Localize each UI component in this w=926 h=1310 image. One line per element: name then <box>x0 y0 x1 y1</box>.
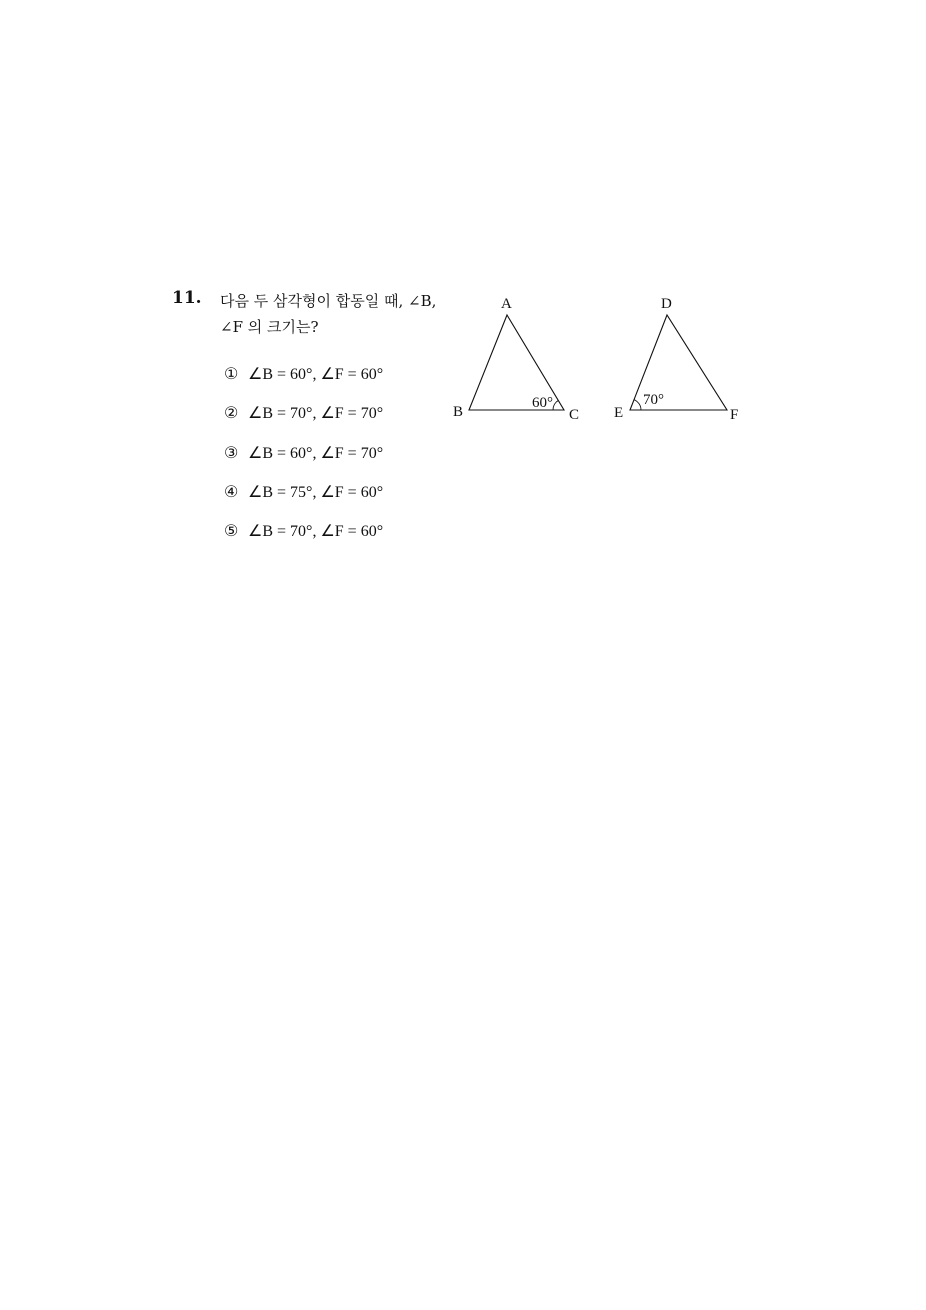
angle-c-label: 60° <box>532 395 553 411</box>
angle-e-arc <box>634 400 641 410</box>
question-stem <box>220 288 450 340</box>
angle-c-arc <box>553 400 559 410</box>
choice-5-text: ∠B = 70°, ∠F = 60° <box>248 523 384 541</box>
choice-4[interactable] <box>224 482 383 521</box>
congruent-triangles-figure <box>440 286 760 436</box>
choice-2[interactable] <box>224 403 383 442</box>
choice-2-text: ∠B = 70°, ∠F = 70° <box>248 405 384 423</box>
choice-4-mark: ④ <box>224 483 239 501</box>
choice-1[interactable] <box>224 364 383 403</box>
vertex-a-label: A <box>501 296 512 312</box>
vertex-e-label: E <box>614 405 624 421</box>
vertex-b-label: B <box>453 404 464 420</box>
answer-choices <box>224 364 383 560</box>
choice-1-mark: ① <box>224 366 239 383</box>
vertex-c-label: C <box>569 407 580 423</box>
choice-3-text: ∠B = 60°, ∠F = 70° <box>248 444 384 462</box>
choice-5-mark: ⑤ <box>224 523 239 541</box>
question-number: 11. <box>172 288 202 308</box>
choice-5[interactable] <box>224 521 383 560</box>
choice-1-text: ∠B = 60°, ∠F = 60° <box>248 366 384 383</box>
choice-3[interactable] <box>224 443 383 482</box>
question-stem-line-1: 다음 두 삼각형이 합동일 때, ∠B, <box>220 292 437 310</box>
vertex-d-label: D <box>661 296 672 312</box>
choice-4-text: ∠B = 75°, ∠F = 60° <box>248 483 384 501</box>
vertex-f-label: F <box>730 407 739 423</box>
choice-2-mark: ② <box>224 405 239 423</box>
angle-e-label: 70° <box>643 392 664 408</box>
question-stem-line-2: ∠F 의 크기는? <box>220 318 319 336</box>
choice-3-mark: ③ <box>224 444 239 462</box>
